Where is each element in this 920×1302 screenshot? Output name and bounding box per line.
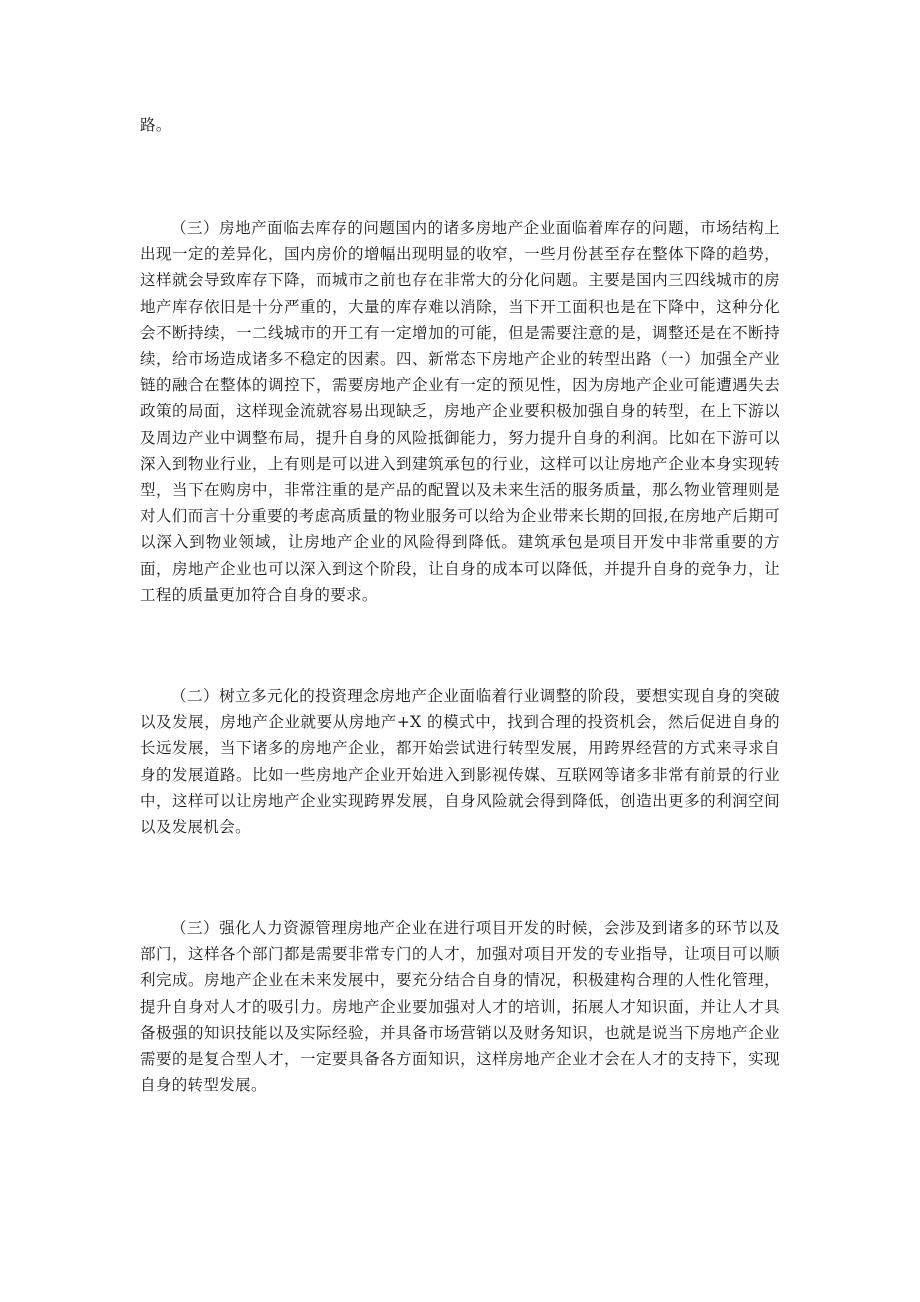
paragraph-inventory-issue: （三）房地产面临去库存的问题国内的诸多房地产企业面临着库存的问题，市场结构上出现一定的差异化，国内房价的增幅出现明显的收窄，一些月份甚至存在整体下降的趋势，这样就会导致库存下降，而城市之前也存在非常大的分化问题。主要是国内三四线城市的房地产库存依旧是十分严重的，大量的库存难以消除，当下开工面积也是在下降中，这种分化会不断持续，一二线城市的开工有一定增加的可能，但是需要注意的是，调整还是在不断持续，给市场造成诸多不稳定的因素。四、新常态下房地产企业的转型出路（一）加强全产业链的融合在整体的调控下，需要房地产企业有一定的预见性，因为房地产企业可能遭遇失去政策的局面，这样现金流就容易出现缺乏，房地产企业要积极加强自身的转型，在上下游以及周边产业中调整布局，提升自身的风险抵御能力，努力提升自身的利润。比如在下游可以深入到物业行业，上有则是可以进入到建筑承包的行业，这样可以让房地产企业本身实现转型，当下在购房中，非常注重的是产品的配置以及未来生活的服务质量，那么物业管理则是对人们而言十分重要的考虑高质量的物业服务可以给为企业带来长期的回报,在房地产后期可以深入到物业领域，让房地产企业的风险得到降低。建筑承包是项目开发中非常重要的方面，房地产企业也可以深入到这个阶段，让自身的成本可以降低，并提升自身的竞争力，让工程的质量更加符合自身的要求。 <box>140 219 780 604</box>
paragraph-human-resources: （三）强化人力资源管理房地产企业在进行项目开发的时候，会涉及到诸多的环节以及部门，这样各个部门都是需要非常专门的人才，加强对项目开发的专业指导，让项目可以顺利完成。房地产企业在未来发展中，要充分结合自身的情况，积极建构合理的人性化管理，提升自身对人才的吸引力。房地产企业要加强对人才的培训，拓展人才知识面，并让人才具备极强的知识技能以及实际经验，并具备市场营销以及财务知识，也就是说当下房地产企业需要的是复合型人才，一定要具备各方面知识，这样房地产企业才会在人才的支持下，实现自身的转型发展。 <box>140 919 780 1095</box>
paragraph-diversified-investment: （二）树立多元化的投资理念房地产企业面临着行业调整的阶段，要想实现自身的突破以及发展，房地产企业就要从房地产+X 的模式中，找到合理的投资机会，然后促进自身的长远发展，当下诸多的房地产企业，都开始尝试进行转型发展，用跨界经营的方式来寻求自身的发展道路。比如一些房地产企业开始进入到影视传媒、互联网等诸多非常有前景的行业中，这样可以让房地产企业实现跨界发展，自身风险就会得到降低，创造出更多的利润空间以及发展机会。 <box>140 687 780 837</box>
paragraph-continuation: 路。 <box>140 116 172 134</box>
